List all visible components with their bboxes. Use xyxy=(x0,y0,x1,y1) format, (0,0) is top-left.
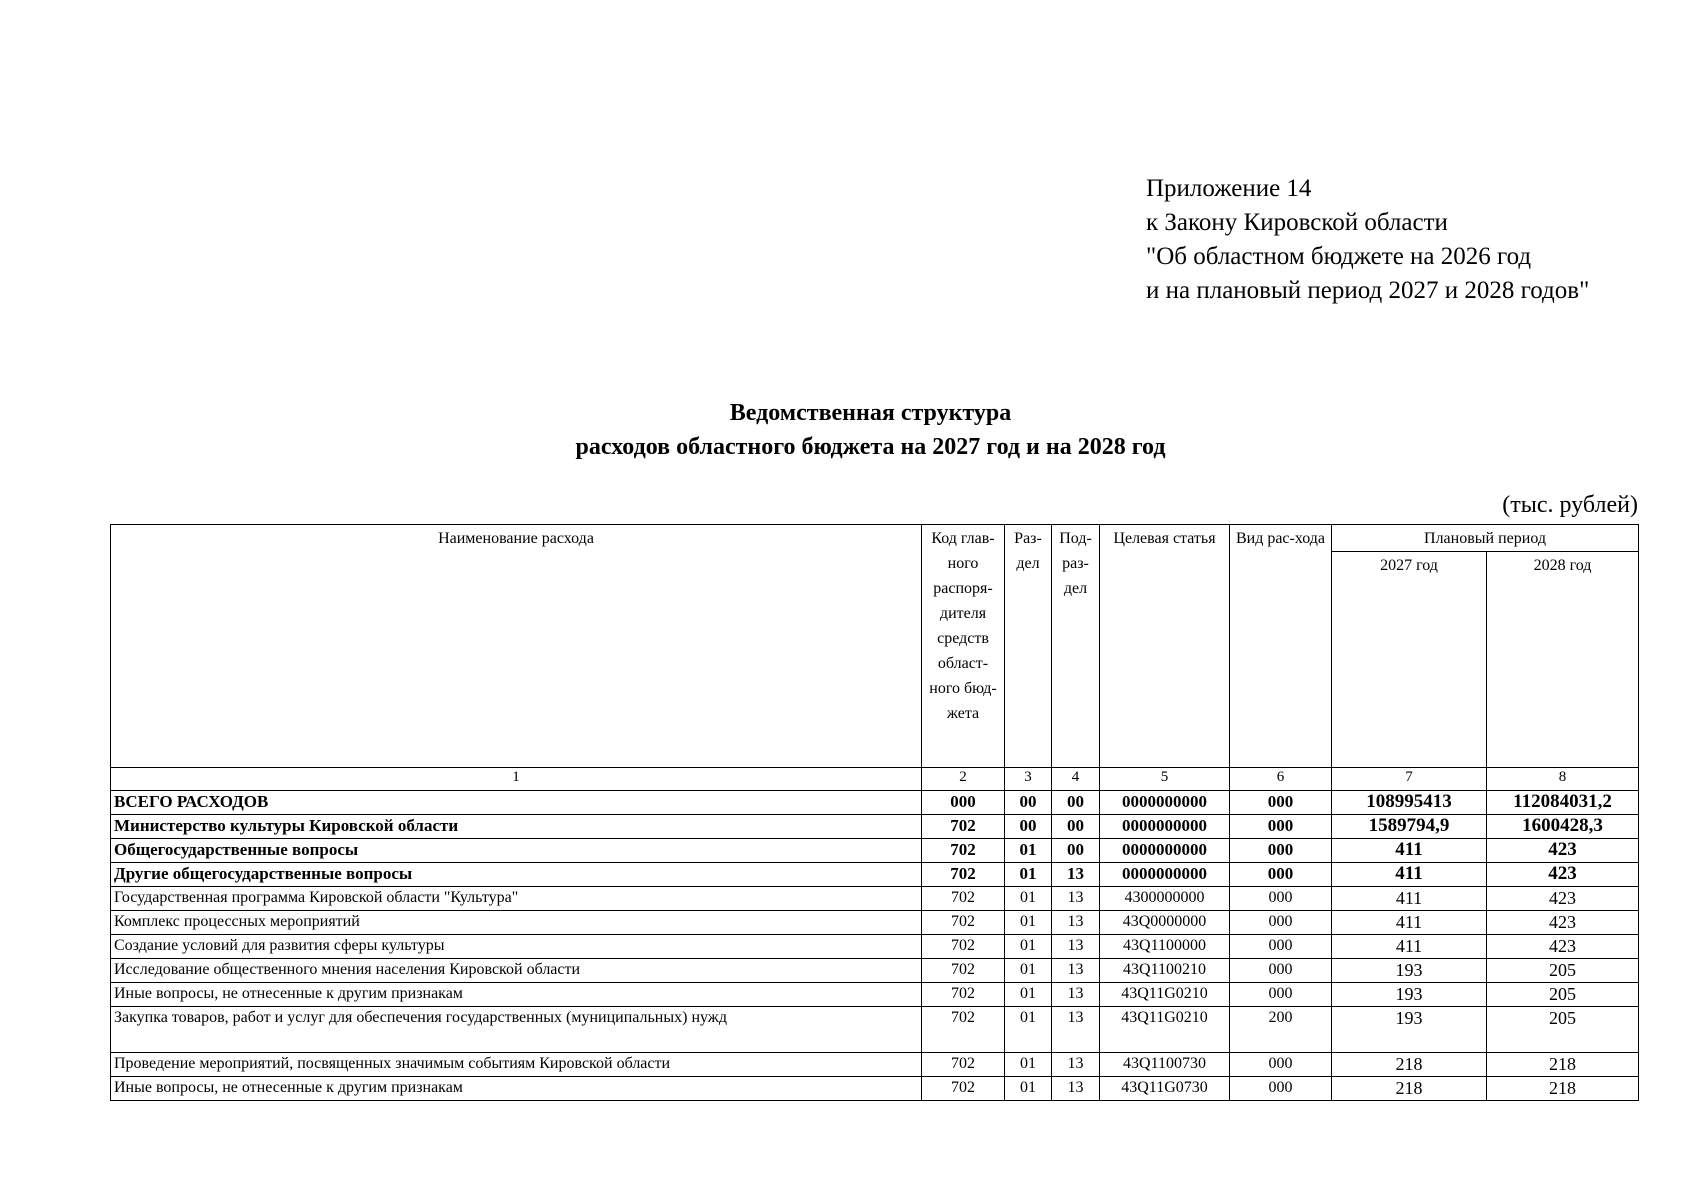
row-amount-2027: 193 xyxy=(1332,983,1487,1007)
row-name: Проведение мероприятий, посвященных значимым событиям Кировской области xyxy=(111,1053,922,1077)
header-year-2028: 2028 год xyxy=(1487,552,1639,768)
row-amount-2027: 108995413 xyxy=(1332,791,1487,815)
header-name: Наименование расхода xyxy=(111,525,922,768)
row-amount-2028: 205 xyxy=(1487,983,1639,1007)
row-subsection: 13 xyxy=(1052,911,1100,935)
row-subsection: 13 xyxy=(1052,863,1100,887)
row-name: Иные вопросы, не отнесенные к другим признакам xyxy=(111,1077,922,1101)
row-amount-2027: 1589794,9 xyxy=(1332,815,1487,839)
row-section: 01 xyxy=(1005,887,1052,911)
row-expense-type: 000 xyxy=(1230,959,1332,983)
row-name: Другие общегосударственные вопросы xyxy=(111,863,922,887)
row-amount-2028: 423 xyxy=(1487,887,1639,911)
row-admin-code: 000 xyxy=(922,791,1005,815)
row-target: 0000000000 xyxy=(1100,791,1230,815)
column-number: 8 xyxy=(1487,768,1639,791)
row-section: 01 xyxy=(1005,1053,1052,1077)
document-title xyxy=(0,396,1696,464)
row-admin-code: 702 xyxy=(922,887,1005,911)
table-row xyxy=(111,815,1639,839)
row-name: Министерство культуры Кировской области xyxy=(111,815,922,839)
row-target: 43Q11G0210 xyxy=(1100,983,1230,1007)
row-admin-code: 702 xyxy=(922,1007,1005,1053)
table-row xyxy=(111,911,1639,935)
table-row xyxy=(111,959,1639,983)
row-amount-2028: 423 xyxy=(1487,839,1639,863)
row-expense-type: 000 xyxy=(1230,1053,1332,1077)
row-expense-type: 000 xyxy=(1230,815,1332,839)
row-subsection: 13 xyxy=(1052,1053,1100,1077)
row-amount-2027: 193 xyxy=(1332,959,1487,983)
row-name: Общегосударственные вопросы xyxy=(111,839,922,863)
row-target: 0000000000 xyxy=(1100,863,1230,887)
row-amount-2028: 1600428,3 xyxy=(1487,815,1639,839)
row-target: 43Q11G0730 xyxy=(1100,1077,1230,1101)
row-admin-code: 702 xyxy=(922,983,1005,1007)
row-section: 00 xyxy=(1005,791,1052,815)
title-line-1: Ведомственная структура xyxy=(729,400,1012,426)
row-amount-2027: 218 xyxy=(1332,1053,1487,1077)
appendix-line: и на плановый период 2027 и 2028 годов" xyxy=(1146,277,1590,304)
row-admin-code: 702 xyxy=(922,863,1005,887)
row-expense-type: 000 xyxy=(1230,839,1332,863)
row-section: 01 xyxy=(1005,863,1052,887)
row-amount-2027: 411 xyxy=(1332,911,1487,935)
header-expense-type: Вид рас-хода xyxy=(1230,525,1332,768)
header-target: Целевая статья xyxy=(1100,525,1230,768)
row-section: 01 xyxy=(1005,1077,1052,1101)
row-target: 0000000000 xyxy=(1100,839,1230,863)
table-row xyxy=(111,1007,1639,1053)
table-row xyxy=(111,1077,1639,1101)
row-section: 01 xyxy=(1005,1007,1052,1053)
table-row xyxy=(111,863,1639,887)
row-section: 01 xyxy=(1005,839,1052,863)
row-target: 43Q11G0210 xyxy=(1100,1007,1230,1053)
table-row xyxy=(111,791,1639,815)
column-number: 6 xyxy=(1230,768,1332,791)
column-number: 3 xyxy=(1005,768,1052,791)
header-admin-code: Код глав-ного распоря-дителя средств област-ного бюд-жета xyxy=(922,525,1005,768)
column-number: 1 xyxy=(111,768,922,791)
row-section: 00 xyxy=(1005,815,1052,839)
row-subsection: 13 xyxy=(1052,1007,1100,1053)
header-planned-period: Плановый период xyxy=(1332,525,1639,552)
row-expense-type: 000 xyxy=(1230,791,1332,815)
budget-table xyxy=(110,524,1639,1101)
row-amount-2028: 218 xyxy=(1487,1053,1639,1077)
row-amount-2028: 205 xyxy=(1487,1007,1639,1053)
appendix-line: к Закону Кировской области xyxy=(1146,209,1448,236)
row-subsection: 13 xyxy=(1052,1077,1100,1101)
row-section: 01 xyxy=(1005,911,1052,935)
row-name: Государственная программа Кировской области "Культура" xyxy=(111,887,922,911)
row-subsection: 00 xyxy=(1052,791,1100,815)
row-amount-2028: 423 xyxy=(1487,911,1639,935)
appendix-note xyxy=(1146,172,1589,308)
row-amount-2028: 218 xyxy=(1487,1077,1639,1101)
row-admin-code: 702 xyxy=(922,1077,1005,1101)
row-subsection: 13 xyxy=(1052,935,1100,959)
row-name: Иные вопросы, не отнесенные к другим признакам xyxy=(111,983,922,1007)
row-amount-2027: 411 xyxy=(1332,863,1487,887)
row-subsection: 00 xyxy=(1052,815,1100,839)
title-line-2: расходов областного бюджета на 2027 год и на 2028 год xyxy=(575,434,1166,460)
table-row xyxy=(111,935,1639,959)
appendix-line: "Об областном бюджете на 2026 год xyxy=(1146,243,1532,270)
header-subsection: Под-раз-дел xyxy=(1052,525,1100,768)
column-number: 2 xyxy=(922,768,1005,791)
row-target: 43Q1100730 xyxy=(1100,1053,1230,1077)
column-number-row xyxy=(111,768,1639,791)
row-expense-type: 000 xyxy=(1230,935,1332,959)
table-row xyxy=(111,1053,1639,1077)
appendix-line: Приложение 14 xyxy=(1146,175,1312,202)
row-section: 01 xyxy=(1005,935,1052,959)
row-amount-2028: 205 xyxy=(1487,959,1639,983)
column-number: 4 xyxy=(1052,768,1100,791)
row-admin-code: 702 xyxy=(922,1053,1005,1077)
column-number: 5 xyxy=(1100,768,1230,791)
row-admin-code: 702 xyxy=(922,839,1005,863)
row-amount-2027: 218 xyxy=(1332,1077,1487,1101)
row-amount-2027: 411 xyxy=(1332,935,1487,959)
row-amount-2028: 423 xyxy=(1487,863,1639,887)
row-name: Создание условий для развития сферы культуры xyxy=(111,935,922,959)
row-subsection: 13 xyxy=(1052,959,1100,983)
units-label: (тыс. рублей) xyxy=(1502,492,1638,518)
row-admin-code: 702 xyxy=(922,815,1005,839)
row-target: 0000000000 xyxy=(1100,815,1230,839)
row-amount-2028: 423 xyxy=(1487,935,1639,959)
header-section: Раз-дел xyxy=(1005,525,1052,768)
row-admin-code: 702 xyxy=(922,935,1005,959)
row-name: Закупка товаров, работ и услуг для обеспечения государственных (муниципальных) нужд xyxy=(111,1007,922,1053)
row-subsection: 00 xyxy=(1052,839,1100,863)
row-expense-type: 000 xyxy=(1230,983,1332,1007)
table-row xyxy=(111,839,1639,863)
row-target: 43Q1100000 xyxy=(1100,935,1230,959)
row-section: 01 xyxy=(1005,959,1052,983)
row-name: Комплекс процессных мероприятий xyxy=(111,911,922,935)
row-amount-2027: 411 xyxy=(1332,839,1487,863)
row-target: 43Q1100210 xyxy=(1100,959,1230,983)
row-expense-type: 000 xyxy=(1230,863,1332,887)
row-admin-code: 702 xyxy=(922,911,1005,935)
row-admin-code: 702 xyxy=(922,959,1005,983)
row-target: 43Q0000000 xyxy=(1100,911,1230,935)
column-number: 7 xyxy=(1332,768,1487,791)
header-year-2027: 2027 год xyxy=(1332,552,1487,768)
row-section: 01 xyxy=(1005,983,1052,1007)
row-expense-type: 200 xyxy=(1230,1007,1332,1053)
row-target: 4300000000 xyxy=(1100,887,1230,911)
row-expense-type: 000 xyxy=(1230,887,1332,911)
row-subsection: 13 xyxy=(1052,983,1100,1007)
row-name: Исследование общественного мнения населения Кировской области xyxy=(111,959,922,983)
row-amount-2027: 193 xyxy=(1332,1007,1487,1053)
table-row xyxy=(111,887,1639,911)
row-amount-2028: 112084031,2 xyxy=(1487,791,1639,815)
row-subsection: 13 xyxy=(1052,887,1100,911)
row-name: ВСЕГО РАСХОДОВ xyxy=(111,791,922,815)
row-expense-type: 000 xyxy=(1230,1077,1332,1101)
row-amount-2027: 411 xyxy=(1332,887,1487,911)
row-expense-type: 000 xyxy=(1230,911,1332,935)
table-row xyxy=(111,983,1639,1007)
